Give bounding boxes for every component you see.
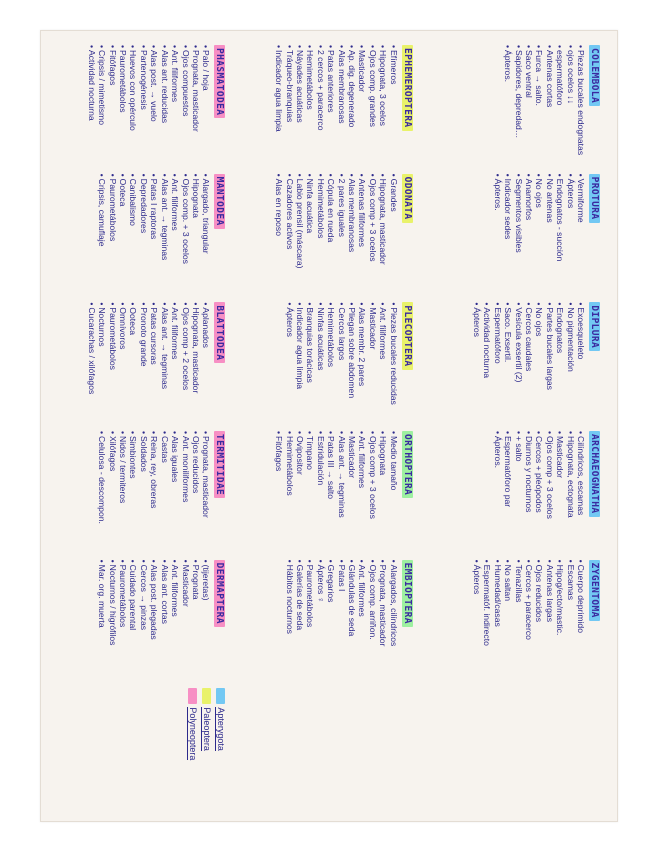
section-phasmatodea bbox=[49, 45, 232, 168]
section-list bbox=[503, 45, 586, 168]
list-item: • Fitófagos bbox=[274, 431, 284, 554]
section-list bbox=[274, 174, 399, 297]
legend-label: Apterygota bbox=[216, 707, 227, 751]
list-item: • No ojos bbox=[534, 302, 544, 425]
list-item: • Espermatóforo par bbox=[503, 431, 513, 554]
list-item: • Ooteca bbox=[128, 302, 138, 425]
list-item: • Furca → salto. bbox=[534, 45, 544, 168]
legend bbox=[49, 688, 232, 811]
list-item: • Cripsis, camuflaje bbox=[97, 174, 107, 297]
list-item: • Pliegan sobre abdomen bbox=[347, 302, 357, 425]
list-item: • Alas en reposo bbox=[274, 174, 284, 297]
list-item: • No saltan bbox=[503, 560, 513, 683]
list-item: • Hemimetábolos bbox=[315, 174, 325, 297]
list-item: • Piezas bucales endognatas bbox=[576, 45, 586, 168]
list-item: • Cucarachas / xilófagos bbox=[86, 302, 96, 425]
section-list bbox=[97, 560, 211, 683]
section-zygentoma bbox=[424, 560, 607, 683]
list-item: • Palo / hoja bbox=[201, 45, 211, 168]
list-item: • Hemimetábolos bbox=[284, 431, 294, 554]
list-item: • Ant. filiformes bbox=[357, 431, 367, 554]
list-item: • Simbiontes bbox=[128, 431, 138, 554]
list-item: • Estridulación bbox=[315, 431, 325, 554]
list-item: • Sapidores, depredad… bbox=[513, 45, 523, 168]
list-item: • Prognata, masticador bbox=[201, 431, 211, 554]
list-item: • Antenas largas bbox=[544, 560, 554, 683]
empty-cell bbox=[424, 688, 607, 811]
list-item: • Alargado, triangular bbox=[201, 174, 211, 297]
list-item: • Ojos reducidos bbox=[534, 560, 544, 683]
list-item: • Glándulas de seda bbox=[347, 560, 357, 683]
list-item: • Ojos comp + 2 ocelos bbox=[180, 302, 190, 425]
section-list bbox=[472, 302, 586, 425]
legend-label: Paleoptera bbox=[202, 707, 213, 751]
list-item: • Cripsis / mimetismo bbox=[97, 45, 107, 168]
legend-item bbox=[215, 688, 226, 811]
section-list bbox=[284, 302, 398, 425]
list-item: • Escamas bbox=[565, 560, 575, 683]
list-item: • Náyades acuáticas bbox=[295, 45, 305, 168]
list-item: • Ojos comp. arriñon. bbox=[367, 560, 377, 683]
list-item: • Patas I raptoras bbox=[149, 174, 159, 297]
list-item: • Alas membr. 2 pares bbox=[357, 302, 367, 425]
list-item: • Hipognata, 3 ocelos bbox=[378, 45, 388, 168]
list-item: • Espermatóforo bbox=[492, 302, 502, 425]
list-item: • Hipognata, ectognata bbox=[565, 431, 575, 554]
section-ephemeroptera bbox=[236, 45, 419, 168]
section-title: PHASMATODEA bbox=[214, 45, 225, 118]
list-item: • Cercos → pinzas bbox=[139, 560, 149, 683]
list-item: • Cilíndricos, escamas bbox=[576, 431, 586, 554]
list-item: • Paurometábolos bbox=[118, 560, 128, 683]
list-item: • Gregarios bbox=[326, 560, 336, 683]
section-list bbox=[274, 45, 399, 168]
section-archaeognatha bbox=[424, 431, 607, 554]
list-item: • Paurometábolos bbox=[107, 302, 117, 425]
list-item: • Medio tamaño bbox=[388, 431, 398, 554]
section-title: BLATTODEA bbox=[214, 302, 225, 363]
list-item: • (tijeretas) bbox=[201, 560, 211, 683]
list-item: • Cuidado parental bbox=[128, 560, 138, 683]
list-item: • Actividad nocturna bbox=[86, 45, 96, 168]
list-item: • 2 cercos + paracerco bbox=[315, 45, 325, 168]
list-item: • Xilófagos bbox=[107, 431, 117, 554]
section-title: EPHEMEROPTERA bbox=[402, 45, 413, 131]
list-item: • Ápteros ♀ bbox=[315, 560, 325, 683]
list-item: • Segmentos visibles bbox=[513, 174, 523, 297]
section-orthoptera bbox=[236, 431, 419, 554]
list-item: • Endognatos bbox=[555, 302, 565, 425]
section-list bbox=[97, 431, 211, 554]
list-item: • 2 pares iguales bbox=[336, 174, 346, 297]
list-item: • Cercos + pleópodos bbox=[534, 431, 544, 554]
list-item: • Ápteros bbox=[472, 560, 482, 683]
list-item: • Hipognata, masticador bbox=[191, 302, 201, 425]
list-item: • Hábitos nocturnos bbox=[284, 560, 294, 683]
list-item: • Indicador agua limpia bbox=[274, 45, 284, 168]
list-item: • Tenazillas bbox=[513, 560, 523, 683]
list-item: • Piezas bucales reducidas bbox=[388, 302, 398, 425]
section-termitidae bbox=[49, 431, 232, 554]
list-item: • Depredadores bbox=[139, 174, 149, 297]
list-item: • Hipognata, masticador bbox=[378, 174, 388, 297]
list-item: • No pigmentación bbox=[565, 302, 575, 425]
list-item: • Saco ventral bbox=[524, 45, 534, 168]
section-dermaptera bbox=[49, 560, 232, 683]
list-item: • Labio prensil (máscara) bbox=[295, 174, 305, 297]
section-title: DERMAPTERA bbox=[214, 560, 225, 627]
list-item: • Ant. moniliformes bbox=[180, 431, 190, 554]
section-embioptera bbox=[236, 560, 419, 683]
section-title: ZYGENTOMA bbox=[589, 560, 600, 621]
section-colembola bbox=[424, 45, 607, 168]
section-title: EMBIOPTERA bbox=[402, 560, 413, 627]
list-item: • Ojos comp. grandes bbox=[367, 45, 377, 168]
list-item: • Vesícula exsertil (2) bbox=[513, 302, 523, 425]
list-item: • Masticador bbox=[357, 45, 367, 168]
section-title: ORTHOPTERA bbox=[402, 431, 413, 498]
list-item: • Prognata, masticador bbox=[378, 560, 388, 683]
list-item: • Espermatóf. indirecto bbox=[482, 560, 492, 683]
list-item: • Ojos comp + 3 ocelos bbox=[367, 431, 377, 554]
list-item: • + salto bbox=[513, 431, 523, 554]
list-item: • Pronoto grande bbox=[139, 302, 149, 425]
list-item: • Alas ant. → tegminas bbox=[159, 174, 169, 297]
section-title: MANTODEA bbox=[214, 174, 225, 229]
list-item: • Grandes bbox=[388, 174, 398, 297]
list-item: • Cercos + paracerco bbox=[524, 560, 534, 683]
list-item: • Hipognata bbox=[378, 431, 388, 554]
list-item: • Ninfas acuáticas bbox=[315, 302, 325, 425]
list-item: • Galerías de seda bbox=[295, 560, 305, 683]
list-item: • Cazadores activos bbox=[284, 174, 294, 297]
list-item: • Ant. filiformes bbox=[378, 302, 388, 425]
legend-item bbox=[187, 688, 198, 811]
list-item: • Tímpano bbox=[305, 431, 315, 554]
section-list bbox=[86, 45, 211, 168]
list-item: • Cercos caudales bbox=[524, 302, 534, 425]
list-item: • Castas bbox=[159, 431, 169, 554]
section-diplura bbox=[424, 302, 607, 425]
list-item: • Anamorfos bbox=[524, 174, 534, 297]
list-item: • Reina, rey, obreras bbox=[149, 431, 159, 554]
list-item: • Ojos compuestos bbox=[180, 45, 190, 168]
list-item: • Masticador bbox=[347, 431, 357, 554]
list-item: • Huevos con opérculo bbox=[128, 45, 138, 168]
list-item: • Partenogénesis bbox=[139, 45, 149, 168]
legend-swatch bbox=[188, 688, 197, 704]
list-item: • Ápteros bbox=[472, 302, 482, 425]
list-item: • Ap. dig. degenerado bbox=[347, 45, 357, 168]
list-item: • Ant. filiformes bbox=[170, 45, 180, 168]
list-item: • Alas iguales bbox=[170, 431, 180, 554]
list-item: • Tráqueo-branquias bbox=[284, 45, 294, 168]
section-title: PROTURA bbox=[589, 174, 600, 223]
legend-item bbox=[201, 688, 212, 811]
list-item: • Celulosa - descompon. bbox=[97, 431, 107, 554]
list-item: • Patas anteriores bbox=[326, 45, 336, 168]
list-item: • Diurnos y nocturnos bbox=[524, 431, 534, 554]
list-item: • Saco. Exsertil. bbox=[503, 302, 513, 425]
list-item: • Prognata, masticador bbox=[191, 45, 201, 168]
list-item: • Humedad/casas bbox=[492, 560, 502, 683]
list-item: • Masticador bbox=[180, 560, 190, 683]
list-item: • Hemimetábolos bbox=[305, 45, 315, 168]
empty-cell bbox=[236, 688, 419, 811]
list-item: • Prognata bbox=[191, 560, 201, 683]
list-item: • Actividad nocturna bbox=[482, 302, 492, 425]
list-item: • Hipog/ecto/mastic. bbox=[555, 560, 565, 683]
list-item: • Alas post. → vuelo bbox=[149, 45, 159, 168]
legend-swatch bbox=[216, 688, 225, 704]
section-mantodea bbox=[49, 174, 232, 297]
list-item: • Ooteca bbox=[118, 174, 128, 297]
list-item: • Antenas cortas bbox=[544, 45, 554, 168]
list-item: • Ojos comp + 3 ocelos bbox=[367, 174, 377, 297]
list-item: • Ant. filiformes bbox=[170, 302, 180, 425]
list-item: • Ant. filiformes bbox=[170, 174, 180, 297]
list-item: • Paurometábolos bbox=[107, 174, 117, 297]
list-item: • Exoesqueleto bbox=[576, 302, 586, 425]
notebook-page bbox=[40, 30, 618, 822]
list-item: • Patas I bbox=[336, 560, 346, 683]
section-list bbox=[97, 174, 211, 297]
list-item: • Fitófagos bbox=[107, 45, 117, 168]
section-title: ARCHAEOGNATHA bbox=[589, 431, 600, 517]
list-item: • Partes bucales largas bbox=[544, 302, 554, 425]
list-item: • Paurometábolos bbox=[305, 560, 315, 683]
list-item: • Alas ant. → tegminas bbox=[336, 431, 346, 554]
list-item: • Ovipositor bbox=[295, 431, 305, 554]
list-item: • Paurometábolos bbox=[118, 45, 128, 168]
list-item: • Indicador agua limpia bbox=[295, 302, 305, 425]
list-item: • Patas cursoras bbox=[149, 302, 159, 425]
section-title: ODONATA bbox=[402, 174, 413, 223]
section-list bbox=[492, 174, 586, 297]
list-item: • Ojos comp + 3 ocelos bbox=[544, 431, 554, 554]
list-item: • Aplanados bbox=[201, 302, 211, 425]
list-item: • Alas ant. → tegminas bbox=[159, 302, 169, 425]
list-item: • Ápteros. bbox=[492, 431, 502, 554]
section-list bbox=[492, 431, 586, 554]
list-item: • Ápteros. bbox=[492, 174, 502, 297]
list-item: • Nidos / termiteros bbox=[118, 431, 128, 554]
section-odonata bbox=[236, 174, 419, 297]
list-item: • Efímeros bbox=[388, 45, 398, 168]
list-item: • Indicador sedes bbox=[503, 174, 513, 297]
section-title: PLECOPTERA bbox=[402, 302, 413, 369]
legend-label: Polyneoptera bbox=[188, 707, 199, 761]
list-item: • Hemimetábolos bbox=[326, 302, 336, 425]
section-list bbox=[274, 431, 399, 554]
list-item: • Masticador bbox=[367, 302, 377, 425]
section-title: DIPLURA bbox=[589, 302, 600, 351]
list-item: • Alas membranosas bbox=[347, 174, 357, 297]
list-item: • No ojos bbox=[534, 174, 544, 297]
list-item: • Ant. filiformes bbox=[170, 560, 180, 683]
legend-list bbox=[187, 688, 226, 811]
list-item: • Ápteros. bbox=[503, 45, 513, 168]
list-item: • Nocturnos bbox=[97, 302, 107, 425]
list-item: • Alas ant. cortas bbox=[159, 560, 169, 683]
notes-grid bbox=[41, 31, 617, 821]
list-item: • Cópula en rueda bbox=[326, 174, 336, 297]
list-item: • Canibalismo bbox=[128, 174, 138, 297]
list-item: • Cercos largos bbox=[336, 302, 346, 425]
list-item: • Omnívoros bbox=[118, 302, 128, 425]
list-item: • Cuerpo deprimido bbox=[576, 560, 586, 683]
list-item: • Ojos comp. + 3 ocelos bbox=[180, 174, 190, 297]
list-item: • Ojos reducidos bbox=[191, 431, 201, 554]
list-item: • Alas membranosas bbox=[336, 45, 346, 168]
list-item: • Patas III → salto bbox=[326, 431, 336, 554]
section-protura bbox=[424, 174, 607, 297]
list-item: • Hipognata bbox=[191, 174, 201, 297]
legend-swatch bbox=[202, 688, 211, 704]
section-list bbox=[284, 560, 398, 683]
list-item: • Mar. org. muerta bbox=[97, 560, 107, 683]
list-item: • Antenas filiformes bbox=[357, 174, 367, 297]
list-item: • Endognatos - succión bbox=[555, 174, 565, 297]
section-title: COLEMBOLA bbox=[589, 45, 600, 106]
list-item: • Masticador bbox=[555, 431, 565, 554]
list-item: • Ápteros bbox=[565, 174, 575, 297]
list-item: • ojos ocelos ↓↓ bbox=[565, 45, 575, 168]
section-blattodea bbox=[49, 302, 232, 425]
rotated-notes bbox=[41, 31, 617, 821]
list-item: • Branquias torácicas bbox=[305, 302, 315, 425]
list-item: • Ninfa acuática bbox=[305, 174, 315, 297]
list-item: • Ápteros bbox=[284, 302, 294, 425]
list-item: • Alargados, cilíndricos bbox=[388, 560, 398, 683]
section-list bbox=[86, 302, 211, 425]
section-title: TERMITIDAE bbox=[214, 431, 225, 498]
list-item: • Nocturnos / higrófilos bbox=[107, 560, 117, 683]
list-item: • Ant. filiformes bbox=[357, 560, 367, 683]
section-list bbox=[472, 560, 586, 683]
list-item: • No antenas bbox=[544, 174, 554, 297]
list-item: • Soldados bbox=[139, 431, 149, 554]
list-item: • Alas ant. reducidas bbox=[159, 45, 169, 168]
list-item: • espermatóforo bbox=[555, 45, 565, 168]
section-plecoptera bbox=[236, 302, 419, 425]
list-item: • Alas post. plegadas bbox=[149, 560, 159, 683]
list-item: • Vermiforme bbox=[576, 174, 586, 297]
